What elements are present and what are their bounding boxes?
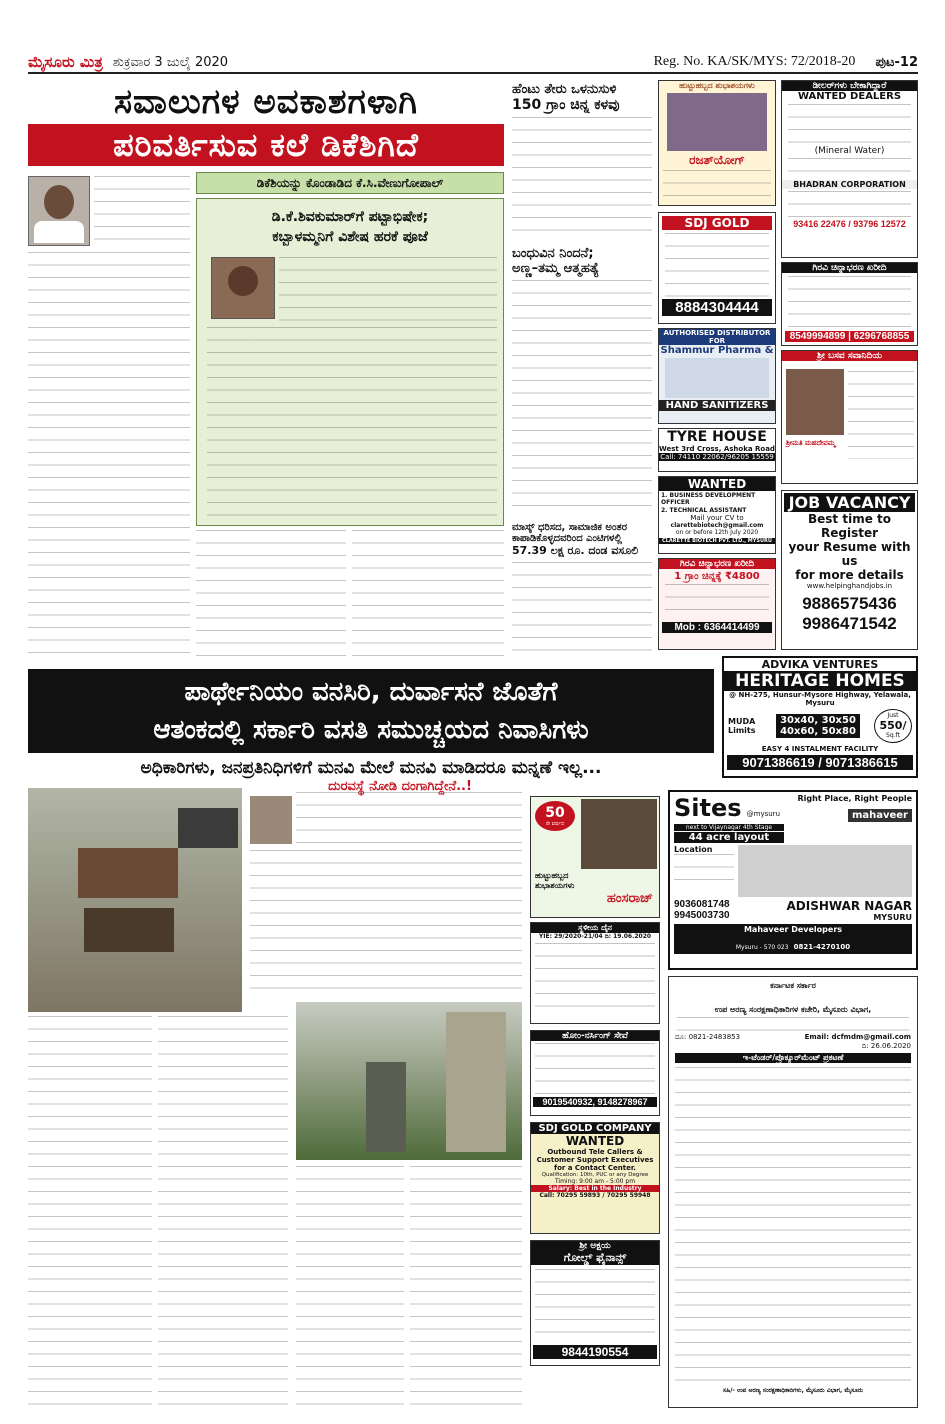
- ad-tender-title: ಕರ್ನಾಟಕ ಸರ್ಕಾರ: [770, 981, 816, 990]
- lead-article-text-col1: [28, 252, 190, 662]
- ad-sites-location-list: [674, 854, 734, 890]
- ad-wanted-clarette: [658, 476, 776, 554]
- ad-obituary-name: ಶ್ರೀಮತಿ ಮಹದೇವಮ್ಮ: [786, 439, 836, 447]
- ad-shammur-product: HAND SANITIZERS: [659, 400, 775, 411]
- ad-heritage-price: 550/: [879, 719, 907, 732]
- ad-shammur-product-image: [665, 358, 769, 398]
- ad-dealers-title-kn: ಡೀಲರ್‌ಗಳು ಬೇಕಾಗಿದ್ದಾರೆ: [782, 81, 917, 91]
- ad-birthday-2-age-suffix: ನೇ ವರ್ಷದ: [545, 821, 565, 827]
- ad-shammur-title: AUTHORISED DISTRIBUTOR FOR: [659, 329, 775, 345]
- ad-job-site: www.helpinghandjobs.in: [806, 582, 893, 590]
- sub-story-text-b: [207, 327, 497, 519]
- newspaper-logo: ಮೈಸೂರು ಮಿತ್ರ: [28, 53, 103, 71]
- story-theft-headline-2: 150 ಗ್ರಾಂ ಚಿನ್ನ ಕಳವು: [512, 97, 620, 113]
- ad-home-nursing: [530, 1030, 660, 1116]
- sub-story-headline-1: ಡಿ.ಕೆ.ಶಿವಕುಮಾರ್‌ಗೆ ಪಟ್ಟಾಭಿಷೇಕ;: [271, 209, 429, 225]
- feature-tag: ದುರವಸ್ಥೆ ನೋಡಿ ದಂಗಾಗಿದ್ದೇನೆ..!: [328, 779, 472, 794]
- ad-sdj-gold-phone: 8884304444: [662, 299, 772, 316]
- ad-wanted-mail: Mail your CV to: [690, 514, 744, 522]
- ad-sdj-gold-text: [665, 233, 769, 297]
- ad-tender-heading: ಇ-ಟೆಂಡರ್/ಪ್ರೊಕ್ಯೂರ್‌ಮೆಂಟ್ ಪ್ರಕಟಣೆ: [675, 1053, 911, 1063]
- ad-sdj-gold-title: SDJ GOLD: [662, 216, 772, 230]
- ad-sites-dev-logo: mahaveer: [848, 809, 912, 822]
- ad-sites-title: Sites: [674, 794, 742, 822]
- ad-tender-footer: ಸಹಿ/- ಉಪ ಅರಣ್ಯ ಸಂರಕ್ಷಣಾಧಿಕಾರಿಗಳು, ಮೈಸೂರು ವಿಭಾಗ, ಮೈಸೂರು: [722, 1387, 864, 1394]
- ad-public-notice: [530, 922, 660, 1024]
- ad-nursing-title: ಹೋಂ-ನರ್ಸಿಂಗ್ ಸೇವೆ: [531, 1031, 659, 1041]
- ad-gold-buy-text: [788, 276, 911, 328]
- feature-inset-photo: [250, 796, 292, 844]
- ad-birthday-1-text: [663, 170, 771, 196]
- story-theft: [512, 82, 652, 237]
- story-theft-headline-1: ಹೆಂಟು ತೇರು ಒಳನುಸುಳಿ: [512, 82, 617, 97]
- ad-birthday-1-title: ಹುಟ್ಟುಹಬ್ಬದ ಶುಭಾಶಯಗಳು: [679, 81, 755, 90]
- ad-gold-price: [658, 558, 776, 650]
- ad-nursing-phone: 9019540932, 9148278967: [533, 1097, 657, 1107]
- ad-shammur: [658, 328, 776, 424]
- ad-job-text1: Best time to Register: [808, 512, 891, 540]
- feature-photo-building: [28, 788, 242, 1012]
- ad-sites-address: Mysuru - 570 023: [735, 944, 789, 951]
- sub-story-text-a: [279, 257, 497, 323]
- ad-sites-phone3: 0821-4270100: [793, 943, 851, 951]
- ad-tender-address: [677, 1017, 909, 1031]
- ad-wanted-date: on or before 12th July 2020: [675, 529, 759, 536]
- ad-sites-acre: 44 acre layout: [674, 832, 784, 843]
- masthead: [28, 52, 918, 74]
- feature-main-text: [250, 850, 522, 996]
- ad-sites-map: [738, 845, 912, 897]
- ad-dealers: [781, 80, 918, 258]
- ad-gold-finance: [530, 1240, 660, 1366]
- feature-col1-text: [28, 1016, 152, 1408]
- ad-sdj-gold: [658, 212, 776, 324]
- ad-dealers-company: BHADRAN CORPORATION: [782, 180, 917, 189]
- story-mask-text: [512, 562, 652, 658]
- ad-heritage-phones: 9071386619 / 9071386615: [727, 755, 913, 770]
- ad-tyre-title: TYRE HOUSE: [667, 429, 767, 445]
- ad-dealers-text-2: [788, 158, 911, 178]
- ad-nursing-text: [535, 1043, 655, 1095]
- ad-sdj-company: [530, 1122, 660, 1234]
- ad-dealers-address: [788, 191, 911, 217]
- ad-obituary-text: [848, 371, 914, 459]
- ad-job-phone1: 9886575436: [802, 594, 897, 613]
- ad-job-phone2: 9986471542: [802, 614, 897, 633]
- ad-birthday-1: [658, 80, 776, 206]
- ad-sdj-company-text1: Outbound Tele Callers &: [547, 1148, 643, 1156]
- story-mask-headline-1: ಮಾಸ್ಕ್ ಧರಿಸದ, ಸಾಮಾಜಿಕ ಅಂತರ: [512, 522, 628, 533]
- ad-obituary-title: ಶ್ರೀ ಬಸವ ಸವಾನಿದಿಯ: [782, 351, 917, 361]
- ad-heritage-brand: ADVIKA VENTURES: [761, 658, 879, 671]
- ad-birthday-1-name: ರಜತ್‌ಯೋಗ್: [689, 153, 745, 167]
- ad-sdj-company-text3: for a Contact Center.: [554, 1164, 636, 1172]
- ad-tender-email: Email: dcfmdm@gmail.com: [804, 1033, 911, 1041]
- story-mask-headline-3: 57.39 ಲಕ್ಷ ರೂ. ದಂಡ ವಸೂಲಿ: [512, 544, 639, 557]
- ad-sites-location: Location: [674, 845, 713, 854]
- story-brothers-text: [512, 280, 652, 508]
- ad-wanted-company: CLARETTE BIOTECH PVT. LTD., MYSURU: [659, 538, 775, 544]
- story-theft-text: [512, 117, 652, 237]
- ad-heritage-sizes2: 40x60, 50x80: [780, 726, 856, 737]
- ad-sdj-company-text2: Customer Support Executives: [536, 1156, 654, 1164]
- story-brothers-headline-2: ಅಣ್ಣ–ತಮ್ಮ ಆತ್ಮಹತ್ಯೆ: [512, 261, 600, 276]
- ad-heritage-title: HERITAGE HOMES: [724, 671, 916, 691]
- ad-job-title: JOB VACANCY: [784, 493, 915, 512]
- registration-number: Reg. No. KA/SK/MYS: 72/2018-20: [653, 54, 856, 69]
- story-mask-fine: [512, 522, 652, 658]
- ad-heritage-location: @ NH-275, Hunsur-Mysore Highway, Yelawala, Mysuru: [729, 691, 911, 707]
- ad-gold-finance-text: [535, 1269, 655, 1341]
- feature-intro-text: [296, 792, 522, 844]
- ad-gold-buy-phone: 8549994899 | 6296768855: [785, 331, 914, 342]
- feature-banner-line1: ಪಾರ್ಥೇನಿಯಂ ವನಸಿರಿ, ದುರ್ವಾಸನೆ ಜೊತೆಗೆ: [184, 677, 558, 707]
- ad-wanted-title: WANTED: [659, 477, 775, 491]
- ad-sdj-company-salary: Salary: Best in the Industry: [531, 1185, 659, 1192]
- lead-headline-line2: ಪರಿವರ್ತಿಸುವ ಕಲೆ ಡಿಕೆಶಿಗಿದೆ: [28, 124, 504, 166]
- ad-tender-office: ಉಪ ಅರಣ್ಯ ಸಂರಕ್ಷಣಾಧಿಕಾರಿಗಳ ಕಚೇರಿ, ಮೈಸೂರು ವಿಭಾಗ,: [714, 1005, 872, 1014]
- ad-heritage-sizes1: 30x40, 30x50: [780, 715, 856, 726]
- ad-birthday-2-name: ಹಂಸರಾಜ್: [606, 891, 653, 906]
- feature-col3-text: [296, 1166, 404, 1408]
- ad-tyre-address: West 3rd Cross, Ashoka Road: [659, 445, 775, 453]
- ad-sites: [668, 790, 918, 970]
- ad-wanted-item2: 2. TECHNICAL ASSISTANT: [661, 507, 747, 514]
- ad-dealers-title-en: WANTED DEALERS: [797, 91, 902, 102]
- ad-heritage-just: Just: [887, 712, 899, 719]
- ad-tender-phone: ದೂ: 0821-2483853: [675, 1033, 741, 1041]
- ad-sites-city: MYSURU: [873, 913, 912, 922]
- dks-photo: [211, 257, 275, 319]
- ad-gold-buy: [781, 262, 918, 346]
- ad-birthday-2-photo: [581, 799, 657, 869]
- ad-birthday-1-photo: [667, 93, 767, 151]
- ad-birthday-2: [530, 796, 660, 918]
- story-brothers: [512, 246, 652, 508]
- ad-gold-price-title: ಗಿರವಿ ಚಿನ್ನಾಭರಣ ಖರೀದಿ: [659, 559, 775, 569]
- ad-heritage-unit: Sq.ft: [886, 732, 900, 739]
- ad-sites-phone2: 9945003730: [674, 910, 730, 921]
- lead-article-text-top: [94, 176, 190, 248]
- ad-sites-name: ADISHWAR NAGAR: [786, 899, 912, 913]
- ad-birthday-2-age: 50: [545, 805, 565, 821]
- ad-sdj-company-call: Call: 70295 59893 / 70295 59948: [539, 1192, 651, 1199]
- ad-job-text2: your Resume with us: [788, 540, 911, 568]
- ad-gold-price-value: 1 ಗ್ರಾಂ ಚಿನ್ನಕ್ಕೆ ₹4800: [674, 571, 760, 582]
- ad-wanted-item1: 1. BUSINESS DEVELOPMENT OFFICER: [661, 492, 756, 506]
- feature-col2-text: [158, 1016, 288, 1408]
- ad-job-vacancy: [781, 490, 918, 650]
- kicker-box: ಡಿಕೆಶಿಯನ್ನು ಕೊಂಡಾಡಿದ ಕೆ.ಸಿ.ವೇಣುಗೋಪಾಲ್: [196, 172, 504, 194]
- ad-heritage-homes: [722, 656, 918, 778]
- ad-sites-phone1: 9036081748: [674, 899, 730, 910]
- ad-job-text3: for more details: [795, 568, 904, 582]
- ad-sites-company: Mahaveer Developers: [743, 925, 843, 934]
- ad-shammur-brand: Shammur Pharma &: [660, 345, 774, 356]
- ad-sdj-company-title2: WANTED: [565, 1134, 625, 1148]
- ad-sites-at: @mysuru: [746, 810, 780, 818]
- ad-dealers-text: [788, 104, 911, 144]
- lead-headline-line1: ಸವಾಲುಗಳ ಅವಕಾಶಗಳಾಗಿ: [113, 82, 419, 122]
- story-mask-headline-2: ಕಾಪಾಡಿಕೊಳ್ಳದವರಿಂದ ಎಂಟಿಗಳಲ್ಲಿ: [512, 533, 622, 544]
- ad-gold-finance-title2: ಗೋಲ್ಡ್ ಫೈನಾನ್ಸ್: [531, 1251, 659, 1265]
- page-number: ಪುಟ-12: [875, 54, 918, 70]
- ad-sites-tagline: Right Place, Right People: [797, 794, 912, 803]
- ad-wanted-email: clarettebiotech@gmail.com: [670, 522, 764, 529]
- lead-article-text-col2: [196, 530, 346, 662]
- ad-public-notice-ref: YIE: 29/2020-21/04 ದಿ: 19.06.2020: [538, 933, 652, 940]
- ad-heritage-facility: EASY 4 INSTALMENT FACILITY: [761, 745, 879, 753]
- story-brothers-headline-1: ಬಂಧುವಿನ ನಿಂದನೆ;: [512, 246, 594, 261]
- lead-article-text-col3: [352, 530, 504, 662]
- ad-tyre-phone: Call: 74110 22062/96205 15559: [660, 453, 774, 461]
- ad-sdj-company-qual: Qualification: 10th, PUC or any Degree: [541, 1172, 649, 1178]
- ad-tender-date: ದಿ: 26.06.2020: [861, 1042, 911, 1050]
- ad-tyre-house: [658, 428, 776, 472]
- feature-col4-text: [410, 1166, 522, 1408]
- ad-dealers-product: (Mineral Water): [814, 146, 885, 156]
- ad-sdj-company-title1: SDJ GOLD COMPANY: [531, 1123, 659, 1134]
- ad-sites-near: next to Vijaynagar 4th Stage: [674, 824, 784, 831]
- feature-banner: [28, 669, 714, 753]
- ad-gold-finance-phone: 9844190554: [533, 1345, 657, 1359]
- ad-gold-price-text: [665, 584, 769, 620]
- sub-story-box: [196, 198, 504, 526]
- ad-sdj-company-timing: Timing: 9:00 am - 5:00 pm: [554, 1178, 636, 1185]
- feature-banner-line2: ಆತಂಕದಲ್ಲಿ ಸರ್ಕಾರಿ ವಸತಿ ಸಮುಚ್ಚಯದ ನಿವಾಸಿಗಳು: [153, 715, 589, 745]
- ad-tender-body: [675, 1067, 911, 1383]
- ad-obituary-photo: [786, 369, 844, 435]
- ad-gold-buy-title: ಗಿರವಿ ಚಿನ್ನಾಭರಣ ಖರೀದಿ: [782, 263, 917, 273]
- ad-obituary: [781, 350, 918, 484]
- sub-story-headline-2: ಕಬ್ಬಾಳಮ್ಮನಿಗೆ ವಿಶೇಷ ಹರಕೆ ಪೂಜೆ: [272, 229, 428, 245]
- ad-public-notice-title: ಸ್ಥಳೀಯ ದೈನ: [531, 923, 659, 933]
- ad-tender: [668, 976, 918, 1408]
- feature-sub-headline: ಅಧಿಕಾರಿಗಳು, ಜನಪ್ರತಿನಿಧಿಗಳಿಗೆ ಮನವಿ ಮೇಲೆ ಮನವಿ ಮಾಡಿದರೂ ಮನ್ನಣೆ ಇಲ್ಲ...: [140, 758, 602, 778]
- feature-photo-transformer: [296, 1002, 522, 1160]
- ad-public-notice-text: [535, 943, 655, 1017]
- ad-dealers-phones: 93416 22476 / 93796 12572: [793, 219, 906, 229]
- ad-heritage-muda: MUDA Limits: [728, 717, 756, 735]
- ad-birthday-2-title: ಹುಟ್ಟುಹಬ್ಬದ ಶುಭಾಶಯಗಳು: [535, 871, 575, 890]
- issue-date: ಶುಕ್ರವಾರ 3 ಜುಲೈ 2020: [112, 54, 229, 70]
- ad-gold-price-mob: Mob : 6364414499: [662, 622, 772, 633]
- ad-gold-finance-title1: ಶ್ರೀ ಅಕ್ಷಯ: [531, 1241, 659, 1251]
- author-photo: [28, 176, 90, 246]
